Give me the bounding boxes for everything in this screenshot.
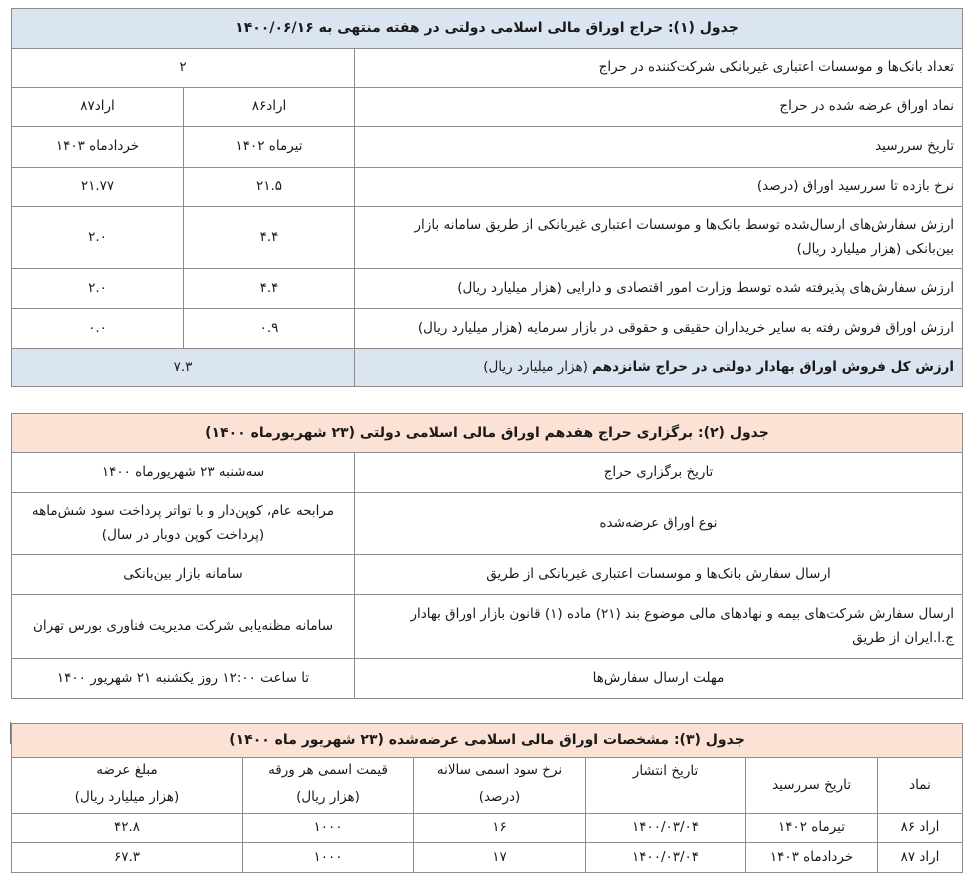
table-3 [11, 723, 963, 873]
row-value: ۲ [12, 49, 355, 88]
cell-symbol: اراد ۸۷ [878, 843, 963, 873]
cell-price: ۱۰۰۰ [243, 814, 414, 843]
row-value-arad87: ۲.۰ [12, 207, 184, 269]
cell-amount: ۴۲.۸ [12, 814, 243, 843]
table-row [12, 659, 963, 699]
table-row [12, 724, 963, 758]
row-label: ارزش اوراق فروش رفته به سایر خریداران حقیقی و حقوقی در بازار سرمایه (هزار میلیارد ریال) [355, 309, 963, 349]
cell-symbol: اراد ۸۶ [878, 814, 963, 843]
row-value-arad87: ۲۱.۷۷ [12, 168, 184, 207]
row-label: نرخ بازده تا سررسید اوراق (درصد) [355, 168, 963, 207]
row-label: ارسال سفارش بانک‌ها و موسسات اعتباری غیربانکی از طریق [355, 555, 963, 595]
row-label: نماد اوراق عرضه شده در حراج [355, 88, 963, 127]
table-1-title: جدول (۱): حراج اوراق مالی اسلامی دولتی در هفته منتهی به ۱۴۰۰/۰۶/۱۶ [12, 9, 963, 49]
cell-maturity: خردادماه ۱۴۰۳ [746, 843, 878, 873]
row-label: مهلت ارسال سفارش‌ها [355, 659, 963, 699]
header-amount: مبلغ عرضه [12, 758, 243, 784]
total-label-unit: (هزار میلیارد ریال) [483, 358, 588, 375]
cell-maturity: تیرماه ۱۴۰۲ [746, 814, 878, 843]
header-issue-date: تاریخ انتشار [586, 758, 746, 814]
table-2-title: جدول (۲): برگزاری حراج هفدهم اوراق مالی اسلامی دولتی (۲۳ شهریورماه ۱۴۰۰) [12, 414, 963, 453]
cell-price: ۱۰۰۰ [243, 843, 414, 873]
table-row [12, 349, 963, 387]
row-value-arad86: ۲۱.۵ [184, 168, 355, 207]
table-row [12, 88, 963, 127]
header-price: قیمت اسمی هر ورقه [243, 758, 414, 784]
cell-rate: ۱۶ [414, 814, 586, 843]
row-value: مرابحه عام، کوپن‌دار و با تواتر پرداخت سود شش‌ماهه (پرداخت کوپن دوبار در سال) [12, 493, 355, 555]
row-value: سامانه بازار بین‌بانکی [12, 555, 355, 595]
row-label: ارسال سفارش شرکت‌های بیمه و نهادهای مالی موضوع بند (۲۱) ماده (۱) قانون بازار اوراق بهادار ج.ا.ایران از طریق [355, 595, 963, 659]
table-1 [11, 8, 963, 387]
table-row [12, 127, 963, 168]
table-row [12, 168, 963, 207]
row-label: تعداد بانک‌ها و موسسات اعتباری غیربانکی شرکت‌کننده در حراج [355, 49, 963, 88]
table-row [12, 595, 963, 659]
header-symbol: نماد [878, 758, 963, 814]
header-rate-unit: (درصد) [414, 784, 586, 814]
row-value-arad87: ۲.۰ [12, 269, 184, 309]
table-row [12, 493, 963, 555]
row-value-arad86: ۰.۹ [184, 309, 355, 349]
row-value-arad87: ۰.۰ [12, 309, 184, 349]
cell-amount: ۶۷.۳ [12, 843, 243, 873]
row-value-arad86: اراد۸۶ [184, 88, 355, 127]
row-value: سه‌شنبه ۲۳ شهریورماه ۱۴۰۰ [12, 453, 355, 493]
row-value-arad87: اراد۸۷ [12, 88, 184, 127]
table-row [12, 9, 963, 49]
header-maturity: تاریخ سررسید [746, 758, 878, 814]
row-value-arad86: ۴.۴ [184, 207, 355, 269]
header-amount-unit: (هزار میلیارد ریال) [12, 784, 243, 814]
table-row [12, 49, 963, 88]
header-price-unit: (هزار ریال) [243, 784, 414, 814]
table-row [12, 843, 963, 873]
total-label-bold: ارزش کل فروش اوراق بهادار دولتی در حراج شانزدهم [592, 358, 954, 375]
row-label: ارزش سفارش‌های ارسال‌شده توسط بانک‌ها و موسسات اعتباری غیربانکی از طریق سامانه بازار بین‌بانکی (هزار میلیارد ریال) [355, 207, 963, 269]
row-value-arad86: تیرماه ۱۴۰۲ [184, 127, 355, 168]
header-rate: نرخ سود اسمی سالانه [414, 758, 586, 784]
cell-issue-date: ۱۴۰۰/۰۳/۰۴ [586, 814, 746, 843]
table-row [12, 814, 963, 843]
cell-rate: ۱۷ [414, 843, 586, 873]
total-label [355, 349, 963, 387]
row-label: تاریخ سررسید [355, 127, 963, 168]
row-value: تا ساعت ۱۲:۰۰ روز یکشنبه ۲۱ شهریور ۱۴۰۰ [12, 659, 355, 699]
total-value: ۷.۳ [12, 349, 355, 387]
row-label: تاریخ برگزاری حراج [355, 453, 963, 493]
cell-issue-date: ۱۴۰۰/۰۳/۰۴ [586, 843, 746, 873]
table-row [12, 207, 963, 269]
table-row [12, 309, 963, 349]
row-label: ارزش سفارش‌های پذیرفته شده توسط وزارت امور اقتصادی و دارایی (هزار میلیارد ریال) [355, 269, 963, 309]
row-value-arad87: خردادماه ۱۴۰۳ [12, 127, 184, 168]
row-value: سامانه مظنه‌یابی شرکت مدیریت فناوری بورس تهران [12, 595, 355, 659]
table-header-row [12, 758, 963, 784]
table-2 [11, 413, 963, 699]
table-row [12, 453, 963, 493]
table-row [12, 555, 963, 595]
table-3-title: جدول (۳): مشخصات اوراق مالی اسلامی عرضه‌شده (۲۳ شهریور ماه ۱۴۰۰) [12, 724, 963, 758]
row-value-arad86: ۴.۴ [184, 269, 355, 309]
table-row [12, 414, 963, 453]
table-row [12, 269, 963, 309]
row-label: نوع اوراق عرضه‌شده [355, 493, 963, 555]
